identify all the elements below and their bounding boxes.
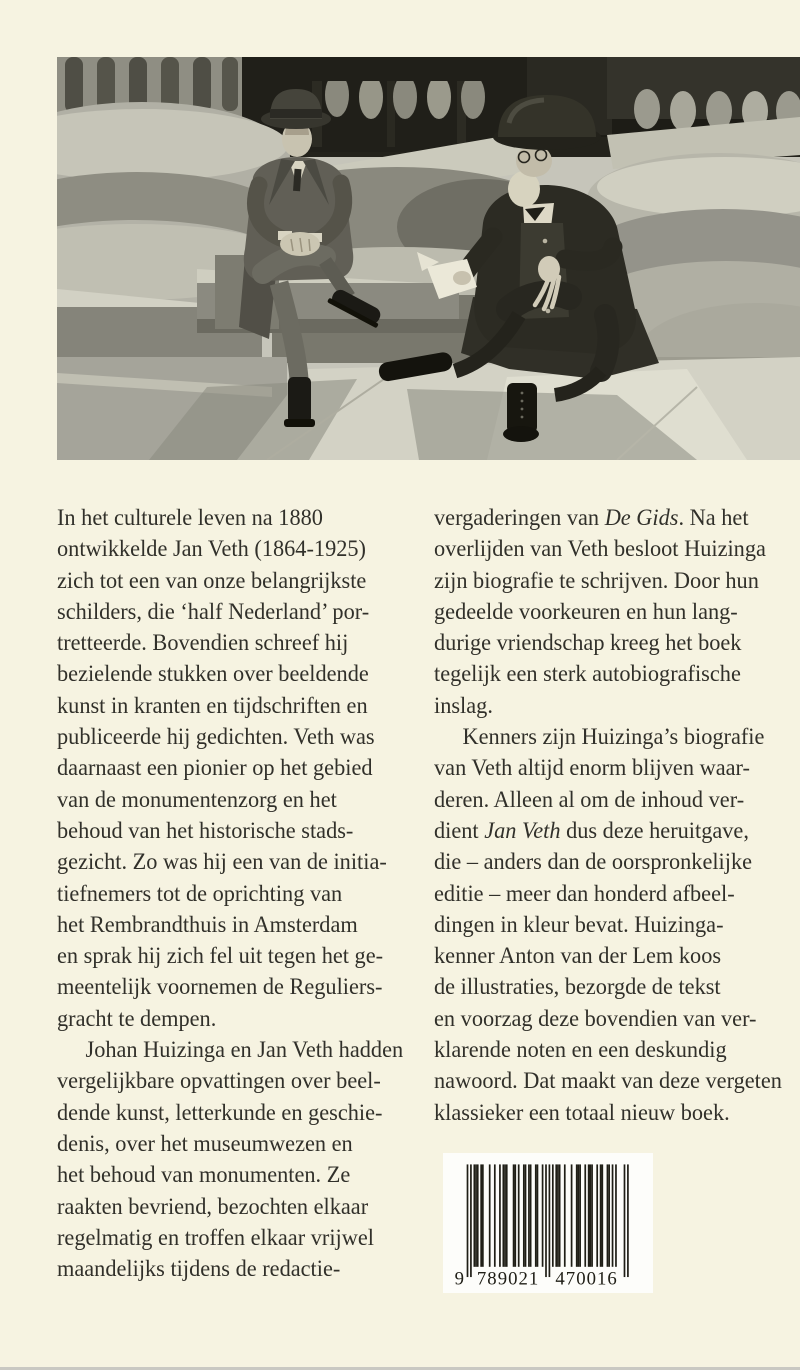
text-line [57,847,416,878]
text-line [434,1098,778,1129]
text-segment: dient [434,817,485,844]
text-line [434,1004,778,1035]
barcode-bars [467,1164,629,1277]
text-segment: gezicht. Zo was hij een van de initia- [57,849,387,876]
text-segment: zijn biografie te schrijven. Door hun [434,567,759,594]
text-line [434,597,778,628]
text-segment: vergaderingen van [434,505,605,531]
text-segment: gedeelde voorkeuren en hun lang- [434,598,738,625]
text-line [57,941,416,972]
text-segment: regelmatig en troffen elkaar vrijwel [57,1224,374,1251]
text-line [57,1254,416,1285]
text-segment: daarnaast een pionier op het gebied [57,755,373,782]
text-segment: . Na het [678,505,749,531]
text-line [57,659,416,690]
text-line [434,972,778,1003]
ean13-barcode [453,1161,639,1289]
text-line [434,879,778,910]
text-line [57,972,416,1003]
barcode [443,1153,653,1293]
text-line [57,722,416,753]
text-segment: denis, over het museumwezen en [57,1130,353,1157]
text-segment: dingen in kleur bevat. Huizinga- [434,911,724,938]
text-line [57,879,416,910]
text-segment: kunst in kranten en tijdschriften en [57,692,368,719]
text-line [57,1004,416,1035]
text-line [57,503,416,534]
text-segment: Kenners zijn Huizinga’s biografie [462,724,765,751]
text-segment: durige vriendschap kreeg het boek [434,630,742,657]
text-line [57,534,416,565]
text-line [57,566,416,597]
text-line [57,691,416,722]
text-segment: In het culturele leven na 1880 [57,505,323,531]
text-line [434,659,778,690]
text-segment: Johan Huizinga en Jan Veth hadden [85,1037,404,1064]
text-segment: behoud van het historische stads- [57,817,354,844]
text-line [434,1066,782,1097]
text-segment: die – anders dan de oorspronkelijke [434,849,753,876]
text-line [434,941,778,972]
text-line [434,503,778,534]
text-segment: tretteerde. Bovendien schreef hij [57,630,349,657]
text-line [57,753,416,784]
text-line [57,816,416,847]
barcode-right-group: 470016 [555,1268,617,1289]
text-segment: en sprak hij zich fel uit tegen het ge- [57,943,384,970]
text-line [57,1035,416,1066]
text-line [57,1160,416,1191]
text-segment: deren. Alleen al om de inhoud ver- [434,786,745,813]
text-segment: tiefnemers tot de oprichting van [57,880,343,907]
text-line [57,1066,416,1097]
text-line [434,816,778,847]
text-segment: maandelijks tijdens de redactie- [57,1256,341,1283]
text-segment: gracht te dempen. [57,1005,217,1032]
text-line [434,691,778,722]
text-line [434,910,778,941]
text-segment: dus deze heruitgave, [560,817,749,844]
text-segment: ontwikkelde Jan Veth (1864-1925) [57,536,366,563]
text-segment: editie – meer dan honderd afbeel- [434,880,735,907]
text-line [57,628,416,659]
text-segment: het behoud van monumenten. Ze [57,1162,351,1189]
text-segment: kenner Anton van der Lem koos [434,943,722,970]
text-segment: inslag. [434,692,493,719]
text-line [434,722,778,753]
text-segment: klarende noten en een deskundig [434,1037,727,1064]
text-segment: dende kunst, letterkunde en geschie- [57,1099,383,1126]
left-text-column [57,503,416,1285]
text-segment: vergelijkbare opvattingen over beel- [57,1068,381,1095]
text-line [57,1223,416,1254]
text-segment: overlijden van Veth besloot Huizinga [434,536,766,563]
text-segment: bezielende stukken over beeldende [57,661,369,688]
text-line [434,534,778,565]
right-text-column [434,503,782,1129]
text-line [57,1192,416,1223]
barcode-left-group: 789021 [476,1268,539,1289]
text-segment: publiceerde hij gedichten. Veth was [57,724,375,751]
cover-photo [57,57,800,460]
italic-text: Jan Veth [484,817,561,844]
text-line [434,566,778,597]
text-segment: nawoord. Dat maakt van deze vergeten [434,1068,782,1095]
text-segment: tegelijk een sterk autobiografische [434,661,741,688]
text-line [57,910,416,941]
text-line [434,847,778,878]
text-line [434,1035,778,1066]
text-segment: schilders, die ‘half Nederland’ por- [57,598,370,625]
text-line [434,628,778,659]
text-segment: raakten bevriend, bezochten elkaar [57,1193,369,1220]
italic-text: De Gids [604,505,679,531]
text-segment: klassieker een totaal nieuw boek. [434,1099,730,1126]
text-segment: meentelijk voornemen de Reguliers- [57,974,383,1001]
text-segment: en voorzag deze bovendien van ver- [434,1005,757,1032]
text-segment: van de monumentenzorg en het [57,786,337,813]
barcode-first-digit: 9 [454,1268,465,1289]
text-segment: de illustraties, bezorgde de tekst [434,974,721,1001]
text-line [434,785,778,816]
text-line [434,753,778,784]
text-segment: zich tot een van onze belangrijkste [57,567,367,594]
text-line [57,1098,416,1129]
text-line [57,785,416,816]
text-line [57,597,416,628]
text-segment: het Rembrandthuis in Amsterdam [57,911,358,938]
text-segment: van Veth altijd enorm blijven waar- [434,755,750,782]
text-line [57,1129,416,1160]
